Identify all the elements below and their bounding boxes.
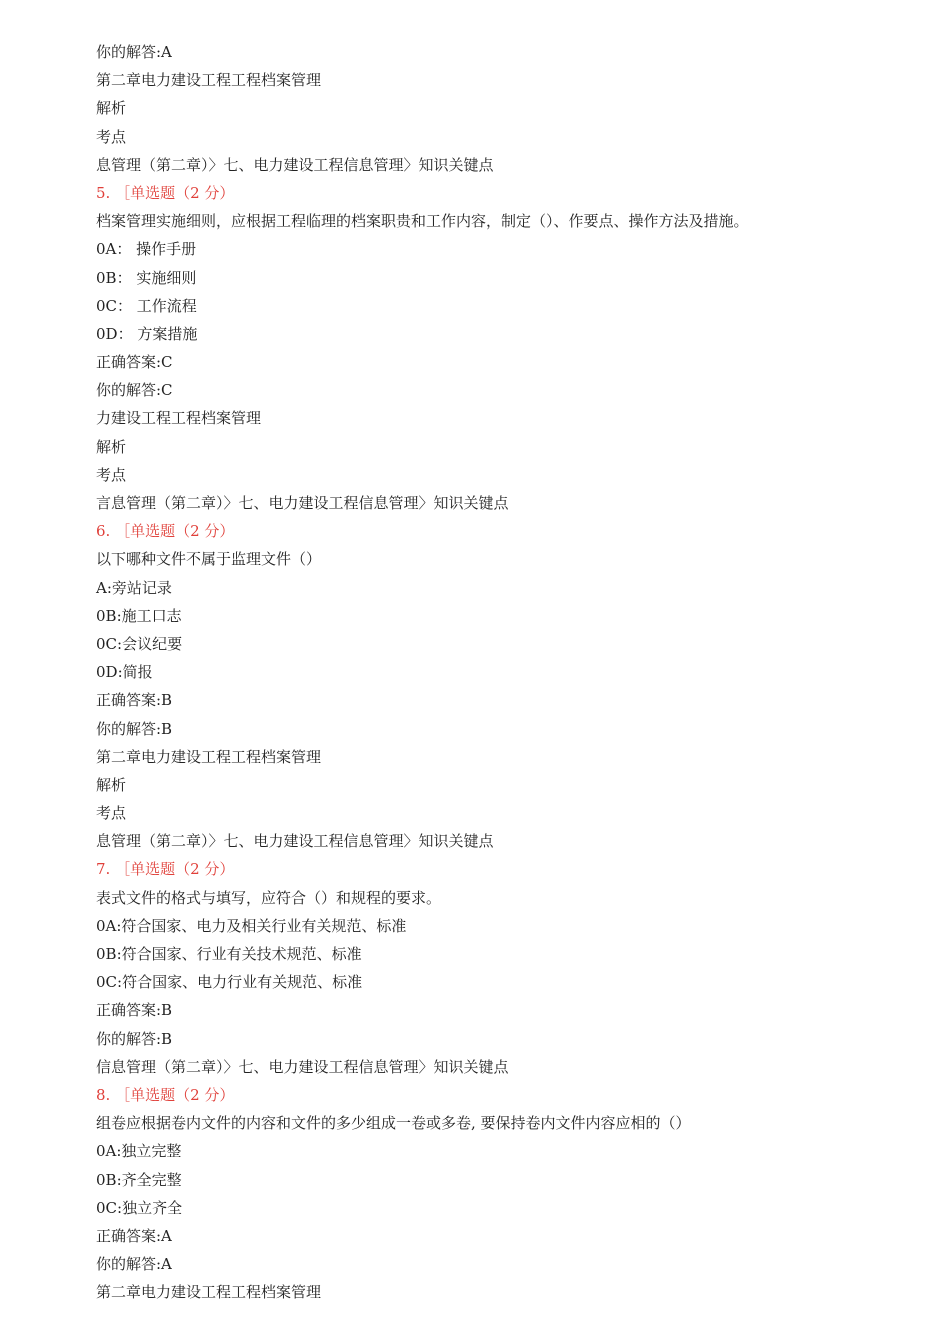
text-line: 第二章电力建设工程工程档案管理 <box>96 71 322 90</box>
answer-option: 0C:独立齐全 <box>96 1198 183 1217</box>
answer-line: 正确答案:B <box>96 1001 173 1020</box>
question-header: 6. ［单选题（2 分） <box>96 522 235 541</box>
answer-option: 0A:符合国家、电力及相关行业有关规范、标准 <box>96 916 407 935</box>
answer-option: 0C： 工作流程 <box>96 296 197 315</box>
answer-option: 0B： 实施细则 <box>96 268 197 287</box>
text-line: 解析 <box>96 775 127 794</box>
text-line: 考点 <box>96 465 127 484</box>
answer-option: 0B:齐全完整 <box>96 1170 182 1189</box>
question-header: 5. ［单选题（2 分） <box>96 183 235 202</box>
text-line: 第二章电力建设工程工程档案管理 <box>96 1283 322 1302</box>
question-text: 组卷应根据卷内文件的内容和文件的多少组成一卷或多卷, 要保持卷内文件内容应相的（） <box>96 1114 691 1133</box>
text-line: 考点 <box>96 804 127 823</box>
answer-line: 你的解答:B <box>96 719 173 738</box>
text-line: 解析 <box>96 99 127 118</box>
text-line: 考点 <box>96 127 127 146</box>
answer-option: 0B:符合国家、行业有关技术规范、标准 <box>96 945 362 963</box>
question-text: 表式文件的格式与填写，应符合（）和规程的要求。 <box>96 888 442 907</box>
answer-line: 你的解答:A <box>96 1255 172 1274</box>
answer-option: 0C:符合国家、电力行业有关规范、标准 <box>96 973 363 992</box>
answer-option: A:旁站记录 <box>96 578 172 597</box>
question-text: 以下哪种文件不属于监理文件（） <box>96 550 322 569</box>
answer-line: 你的解答:B <box>96 1029 173 1048</box>
text-line: 力建设工程工程档案管理 <box>96 409 262 428</box>
text-line: 息管理（第二章）〉七、电力建设工程信息管理〉知识关键点 <box>96 155 494 174</box>
document-page <box>96 38 916 1306</box>
answer-option: 0C:会议纪要 <box>96 634 183 653</box>
answer-line: 正确答案:A <box>96 1226 172 1245</box>
question-text: 档案管理实施细则，应根据工程临理的档案职贵和工作内容，制定（）、作要点、操作方法及措施。 <box>96 212 749 231</box>
question-header: 7. ［单选题（2 分） <box>96 860 235 879</box>
text-line: 解析 <box>96 437 127 456</box>
answer-option: 0A： 操作手册 <box>96 240 197 259</box>
text-line: 第二章电力建设工程工程档案管理 <box>96 747 322 766</box>
answer-line: 你的解答:C <box>96 381 173 400</box>
text-line: 言息管理（第二章）〉七、电力建设工程信息管理〉知识关键点 <box>96 494 509 512</box>
text-line: 信息管理（第二章）〉七、电力建设工程信息管理〉知识关键点 <box>96 1057 509 1076</box>
answer-option: 0D： 方案措施 <box>96 324 198 343</box>
question-header: 8. ［单选题（2 分） <box>96 1085 235 1104</box>
answer-option: 0B:施工口志 <box>96 606 182 625</box>
answer-option: 0D:简报 <box>96 663 153 682</box>
text-line: 息管理（第二章）〉七、电力建设工程信息管理〉知识关键点 <box>96 832 494 851</box>
answer-line: 你的解答:A <box>96 43 172 61</box>
answer-line: 正确答案:B <box>96 691 173 710</box>
answer-option: 0A:独立完整 <box>96 1142 182 1161</box>
answer-line: 正确答案:C <box>96 353 173 372</box>
